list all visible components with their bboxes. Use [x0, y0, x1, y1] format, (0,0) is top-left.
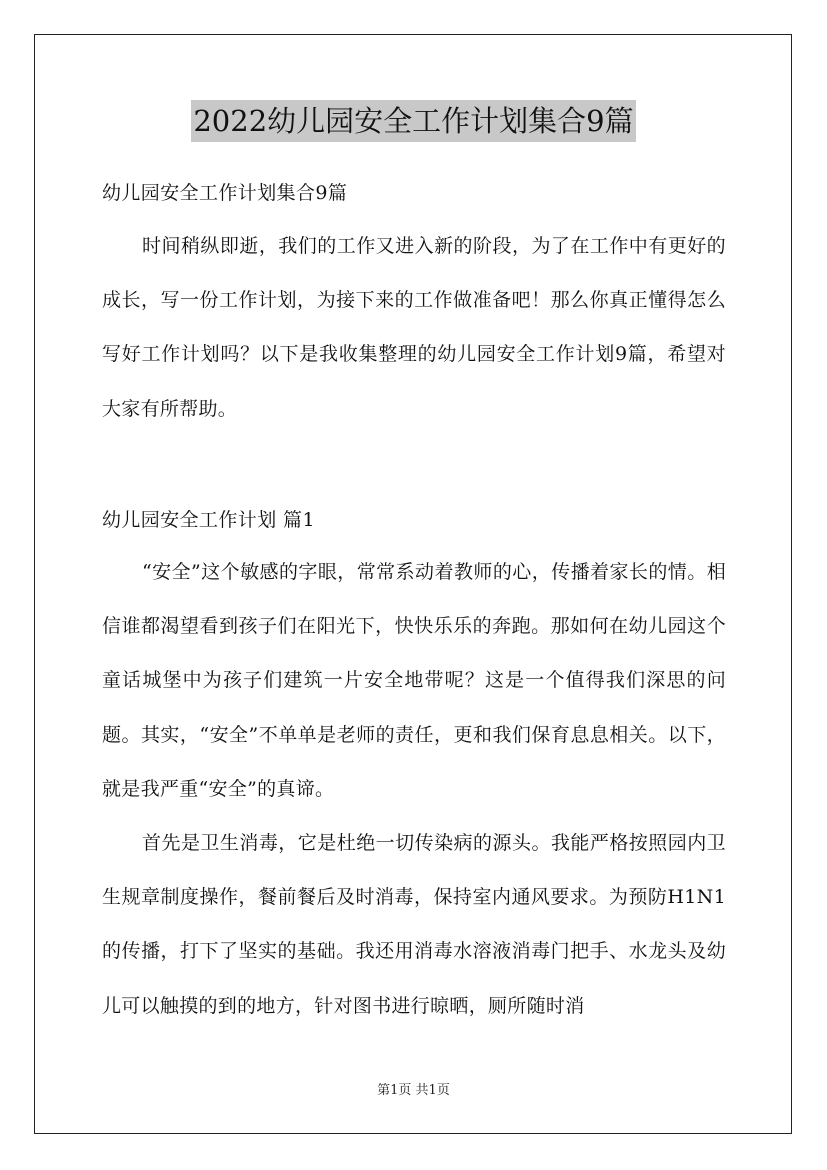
- section1-paragraph-2: 首先是卫生消毒，它是杜绝一切传染病的源头。我能严格按照园内卫生规章制度操作，餐前餐后及时消毒，保持室内通风要求。为预防H1N1的传播，打下了坚实的基础。我还用消毒水溶液消毒门把手、水龙头及幼儿可以触摸的到的地方，针对图书进行晾晒，厕所随时消: [102, 832, 726, 1017]
- title-container: [0, 100, 827, 142]
- document-subtitle: 幼儿园安全工作计划集合9篇: [102, 182, 348, 204]
- section-heading: 幼儿园安全工作计划 篇1: [102, 509, 315, 531]
- intro-paragraph: 时间稍纵即逝，我们的工作又进入新的阶段，为了在工作中有更好的成长，写一份工作计划，为接下来的工作做准备吧！那么你真正懂得怎么写好工作计划吗？以下是我收集整理的幼儿园安全工作计划9篇，希望对大家有所帮助。: [102, 235, 726, 420]
- page-footer: 第1页 共1页: [377, 1083, 450, 1098]
- section1-paragraph-1: “安全”这个敏感的字眼，常常系动着教师的心，传播着家长的情。相信谁都渴望看到孩子们在阳光下，快快乐乐的奔跑。那如何在幼儿园这个童话城堡中为孩子们建筑一片安全地带呢？这是一个值得我们深思的问题。其实，“安全”不单单是老师的责任，更和我们保育息息相关。以下，就是我严重“安全”的真谛。: [102, 561, 726, 800]
- document-title: 2022幼儿园安全工作计划集合9篇: [191, 100, 635, 142]
